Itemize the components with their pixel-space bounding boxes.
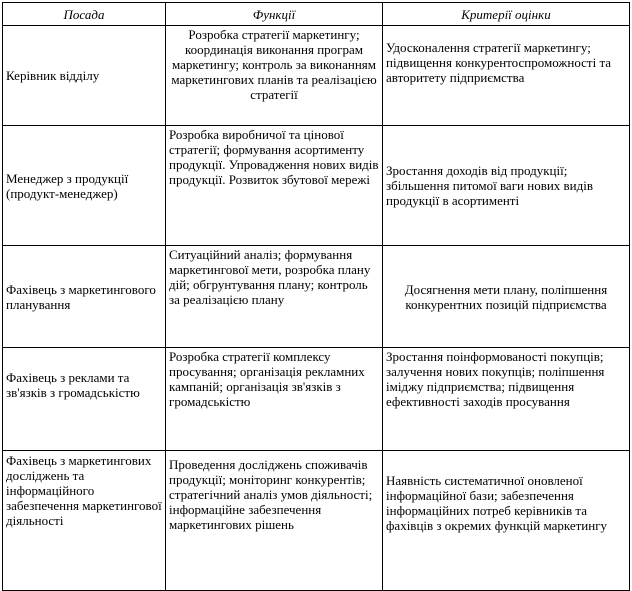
criteria-cell: Досягнення мети плану, поліпшення конкурентних позицій підприємства <box>383 246 630 348</box>
header-functions: Функції <box>166 3 383 26</box>
functions-cell: Проведення досліджень споживачів продукції; моніторинг конкурентів; стратегічний аналіз умов діяльності; інформаційне забезпечення маркетингових рішень <box>166 451 383 591</box>
functions-cell: Ситуаційний аналіз; формування маркетингової мети, розробка плану дій; обгрунтування плану; контроль за реалізацією плану <box>166 246 383 348</box>
functions-cell: Розробка виробничої та цінової стратегії; формування асортименту продукції. Упровадження нових видів продукції. Розвиток збутової мережі <box>166 126 383 246</box>
criteria-cell: Удосконалення стратегії маркетингу; підвищення конкурентоспроможності та авторитету підприємства <box>383 26 630 126</box>
position-cell: Фахівець з маркетингових досліджень та інформаційного забезпечення маркетингової діяльності <box>3 451 166 591</box>
table-row <box>3 26 630 126</box>
position-cell: Менеджер з продукції (продукт-менеджер) <box>3 126 166 246</box>
functions-cell: Розробка стратегії маркетингу; координація виконання програм маркетингу; контроль за виконанням маркетингових планів та реалізацією стратегії <box>166 26 383 126</box>
table-row <box>3 126 630 246</box>
position-cell: Керівник відділу <box>3 26 166 126</box>
header-criteria: Критерії оцінки <box>383 3 630 26</box>
position-cell: Фахівець з маркетингового планування <box>3 246 166 348</box>
table-row <box>3 246 630 348</box>
position-cell: Фахівець з реклами та зв'язків з громадськістю <box>3 348 166 451</box>
header-row <box>3 3 630 26</box>
positions-table <box>2 2 630 591</box>
criteria-cell: Зростання доходів від продукції; збільшення питомої ваги нових видів продукції в асортименті <box>383 126 630 246</box>
functions-cell: Розробка стратегії комплексу просування; організація рекламних кампаній; організація зв'язків з громадськістю <box>166 348 383 451</box>
table-row <box>3 451 630 591</box>
criteria-cell: Наявність систематичної оновленої інформаційної бази; забезпечення інформаційних потреб керівників та фахівців з окремих функцій маркетингу <box>383 451 630 591</box>
table-row <box>3 348 630 451</box>
header-position: Посада <box>3 3 166 26</box>
criteria-cell: Зростання поінформованості покупців; залучення нових покупців; поліпшення іміджу підприємства; підвищення ефективності заходів просування <box>383 348 630 451</box>
